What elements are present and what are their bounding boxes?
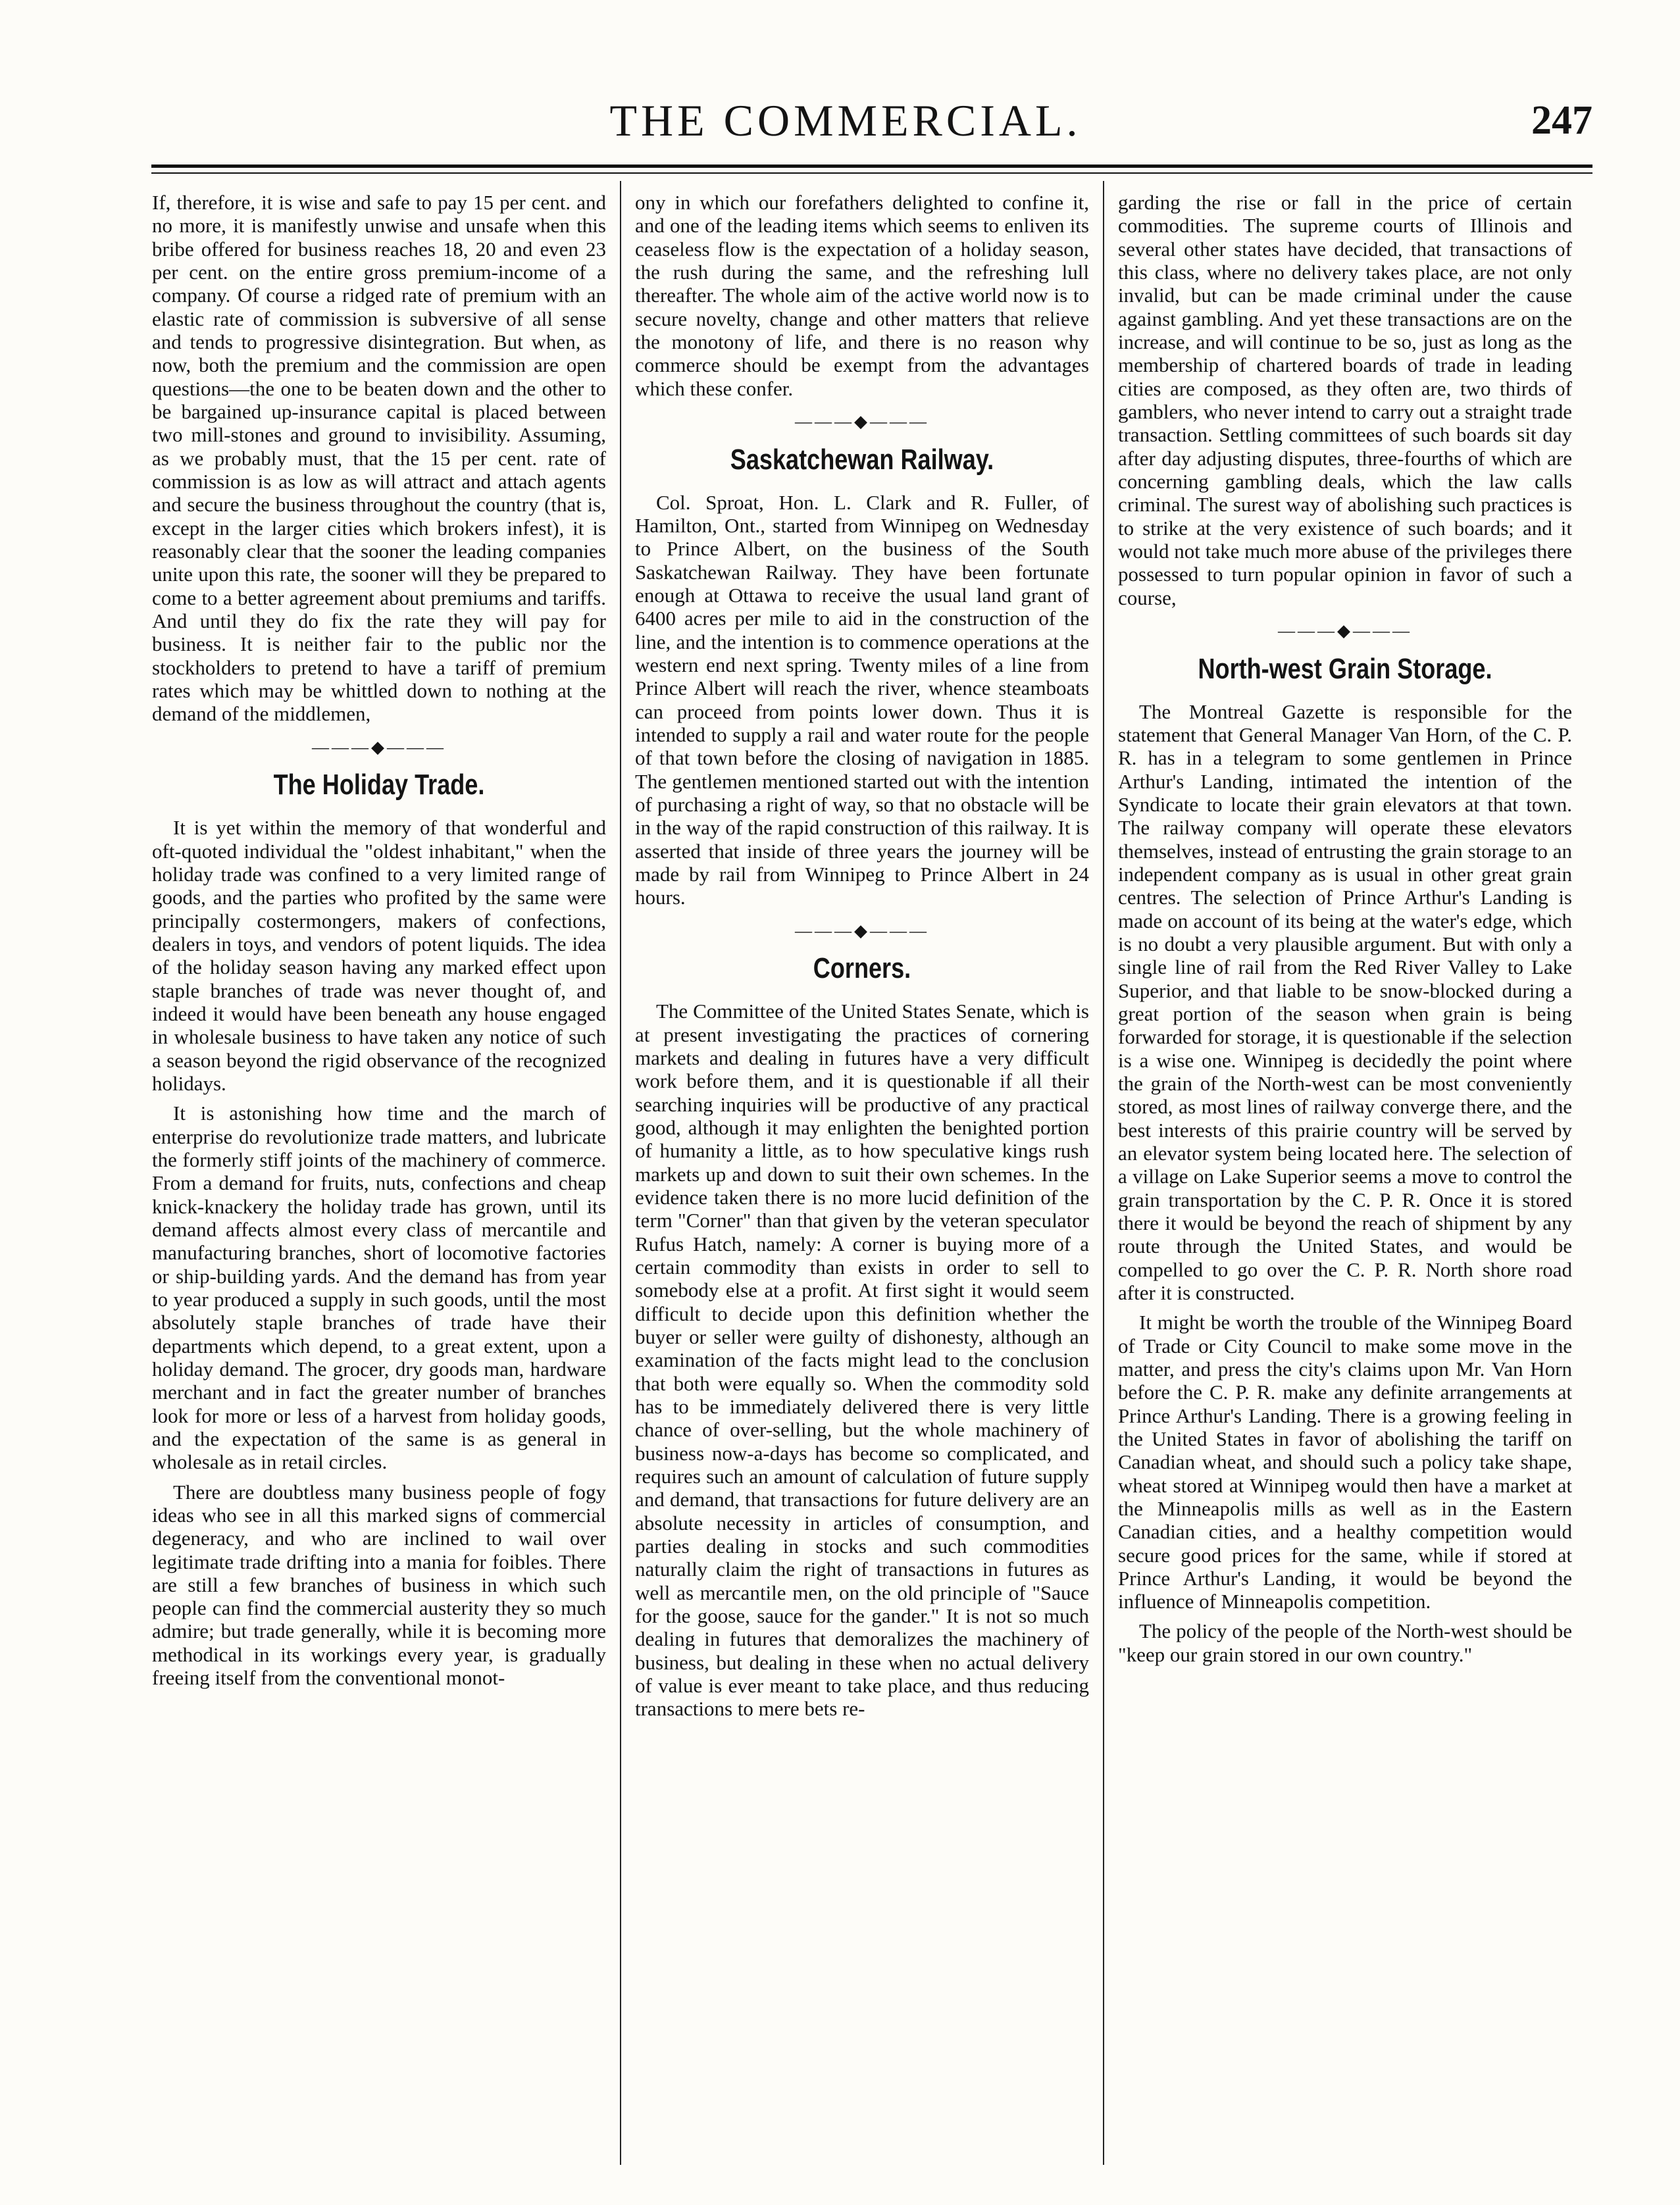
article-heading-grain-storage: North-west Grain Storage. [1198, 652, 1492, 685]
article-paragraph: ony in which our forefathers delighted to confine it, and one of the leading items which seems to enliven its ceaseless flow is the expectation of a holiday season, the rush during the same, and the refreshing lull thereafter. The whole aim of the active world now is to secure novelty, change and other matters that relieve the monotony of life, and there is no reason why commerce should be exempt from the advantages which these confer. [635, 191, 1089, 400]
column-1 [152, 191, 606, 2158]
column-divider [1103, 181, 1104, 2165]
header-rule [151, 165, 1592, 168]
article-paragraph: garding the rise or fall in the price of certain commodities. The supreme courts of Illinois and several other states have decided, that transactions of this class, where no delivery takes place, are not only invalid, but can be made criminal under the cause against gambling. And yet these transactions are on the increase, and will continue to be so, just as long as the membership of chartered boards of trade in leading cities are composed, as they often are, two thirds of gamblers, who never intend to carry out a straight trade transaction. Settling committees of such boards sit day after day adjusting disputes, three-fourths of which are concerning gambling deals, which the law calls criminal. The surest way of abolishing such practices is to strike at the very existence of such boards; and it would not take much more abuse of the privileges there possessed to turn popular opinion in favor of such a course, [1118, 191, 1572, 609]
column-2 [635, 191, 1089, 2158]
column-divider [620, 181, 621, 2165]
article-paragraph: The Montreal Gazette is responsible for the statement that General Manager Van Horn, of the C. P. R. has in a telegram to some gentlemen in Prince Arthur's Landing, intimated the intention of the Syndicate to locate their grain elevators at that town. The railway company will operate these elevators themselves, instead of entrusting the grain storage to an independent company as is usual in other great grain centres. The selection of Prince Arthur's Landing is made on account of its being at the water's edge, which is no doubt a very plausible argument. But with only a single line of rail from the Red River Valley to Lake Superior, and that liable to be snow-blocked during a great portion of the season when grain is being forwarded for storage, it is questionable if the selection is a wise one. Winnipeg is decidedly the point where the grain of the North-west can be most conveniently stored, as most lines of railway converge there, and the best interests of this prairie country will be served by an elevator system being located here. The selection of a village on Lake Superior seems a move to control the grain transportation by the C. P. R. Once it is stored there it would be beyond the reach of shipment by any route through the United States, and would be compelled to go over the C. P. R. North shore road after it is constructed. [1118, 699, 1572, 1304]
header-rule-thin [151, 172, 1592, 174]
section-ornament: ———◆——— [795, 921, 929, 940]
masthead [99, 91, 1592, 163]
section-ornament: ———◆——— [795, 411, 929, 431]
article-heading-holiday-trade: The Holiday Trade. [273, 769, 485, 801]
article-paragraph: There are doubtless many business people of fogy ideas who see in all this marked signs of commercial degeneracy, and who are inclined to wail over legitimate trade drifting into a mania for foibles. There are still a few branches of business in which such people can find the commercial austerity they so much admire; but trade generally, while it is becoming more methodical in its workings every year, is gradually freeing itself from the conventional monot- [152, 1480, 606, 1690]
article-paragraph: It is yet within the memory of that wonderful and oft-quoted individual the "oldest inhabitant," when the holiday trade was confined to a very limited range of goods, and the parties who profited by the same were principally costermongers, makers of confections, dealers in toys, and vendors of potent liquids. The idea of the holiday season having any marked effect upon staple branches of trade was never thought of, and indeed it would have been beneath any house engaged in wholesale business to have taken any notice of such a season beyond the rigid observance of the recognized holidays. [152, 816, 606, 1095]
article-heading-corners: Corners. [813, 952, 911, 985]
article-paragraph: The Committee of the United States Senate, which is at present investigating the practices of cornering markets and dealing in futures have a very difficult work before them, and it is questionable if all their searching inquiries will be productive of any practical good, although it may enlighten the benighted portion of humanity a little, as to how speculative kings rush markets up and down to suit their own schemes. In the evidence taken there is no more lucid definition of the term "Corner" than that given by the veteran speculator Rufus Hatch, namely: A corner is buying more of a certain commodity than exists in order to sell to somebody else at a profit. At first sight it would seem difficult to decide upon this definition whether the buyer or seller were guilty of dishonesty, although an examination of the facts might lead to the conclusion that both were equally so. When the commodity sold has to be immediately delivered there is very little chance of over-selling, but the whole machinery of business now-a-days has become so complicated, and requires such an amount of calculation of future supply and demand, that transactions for future delivery are an absolute necessity in articles of consumption, and parties dealing in stocks and such commodities naturally claim the right of transactions in futures as well as mercantile men, on the old principle of "Sauce for the goose, sauce for the gander." It is not so much dealing in futures that demoralizes the machinery of business, but dealing in these when no actual delivery of value is ever meant to take place, and thus reducing transactions to mere bets re- [635, 1000, 1089, 1721]
page-number: 247 [1531, 98, 1592, 143]
article-paragraph: It might be worth the trouble of the Winnipeg Board of Trade or City Council to make some move in the matter, and press the city's claims upon Mr. Van Horn before the C. P. R. make any definite arrangements at Prince Arthur's Landing. There is a growing feeling in the United States in favor of abolishing the tariff on Canadian wheat, and should such a policy take shape, wheat stored at Winnipeg would then have a market at the Minneapolis mills as well as in the Eastern Canadian cities, and a healthy competition would secure good prices for the same, while if stored at Prince Arthur's Landing, it would be beyond the influence of Minneapolis competition. [1118, 1311, 1572, 1613]
article-heading-saskatchewan-railway: Saskatchewan Railway. [730, 443, 994, 476]
newspaper-title: THE COMMERCIAL. [609, 95, 1082, 145]
article-paragraph: Col. Sproat, Hon. L. Clark and R. Fuller, of Hamilton, Ont., started from Winnipeg on Wednesday to Prince Albert, on the business of the South Saskatchewan Railway. They have been fortunate enough at Ottawa to receive the usual land grant of 6400 acres per mile to aid in the construction of the line, and the intention is to commence operations at the western end next spring. Twenty miles of a line from Prince Albert will reach the river, whence steamboats can proceed from points lower down. Thus it is intended to supply a rail and water route for the people of that town before the closing of navigation in 1885. The gentlemen mentioned started out with the intention of purchasing a right of way, so that no obstacle will be in the way of the rapid construction of this railway. It is asserted that inside of three years the journey will be made by rail from Winnipeg to Prince Albert in 24 hours. [635, 490, 1089, 909]
article-paragraph: If, therefore, it is wise and safe to pay 15 per cent. and no more, it is manifestly unwise and unsafe when this bribe offered for business reaches 18, 20 and even 23 per cent. on the entire gross premium-income of a company. Of course a ridged rate of premium with an elastic rate of commission is subversive of all sense and tends to progressive disintegration. But when, as now, both the premium and the commission are open questions—the one to be beaten down and the other to be bargained up-insurance capital is placed between two mill-stones and ground to invisibility. Assuming, as we probably must, that the 15 per cent. rate of commission is as low as will attract and attach agents and secure the business throughout the country (that is, except in the larger cities which brokers infest), it is reasonably clear that the sooner the leading companies unite upon this rate, the sooner will they be prepared to come to a better agreement about premiums and tariffs. And until they do fix the rate they will pay for business. It is neither fair to the public nor the stockholders to pretend to have a tariff of premium rates which may be whittled down to nothing at the demand of the middlemen, [152, 191, 606, 726]
article-paragraph: The policy of the people of the North-west should be "keep our grain stored in our own country." [1118, 1619, 1572, 1666]
section-ornament: ———◆——— [312, 737, 446, 757]
article-paragraph: It is astonishing how time and the march of enterprise do revolutionize trade matters, and lubricate the formerly stiff joints of the machinery of commerce. From a demand for fruits, nuts, confections and cheap knick-knackery the holiday trade has grown, until its demand affects almost every class of mercantile and manufacturing branches, short of locomotive factories or ship-building yards. And the demand has from year to year produced a supply in such goods, until the most absolutely staple branches of trade have their departments which depend, to a great extent, upon a holiday demand. The grocer, dry goods man, hardware merchant and in fact the greater number of branches look for more or less of a harvest from holiday goods, and the expectation of the same is as general in wholesale as in retail circles. [152, 1102, 606, 1474]
column-3 [1118, 191, 1572, 2158]
section-ornament: ———◆——— [1278, 621, 1412, 640]
